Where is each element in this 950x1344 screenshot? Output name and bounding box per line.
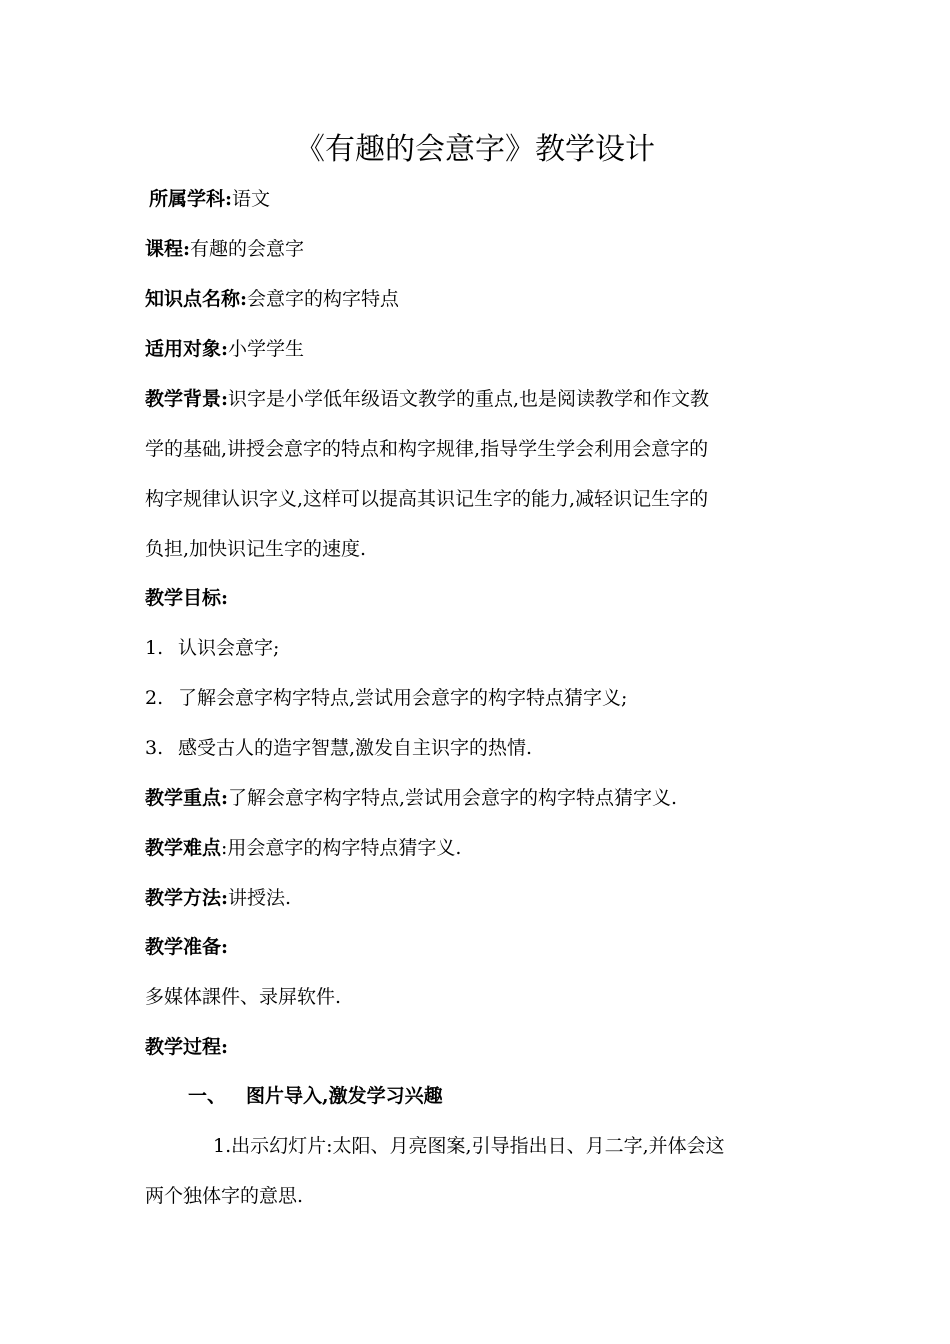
knowledge-line	[145, 285, 399, 313]
objective-text: 感受古人的造字智慧,激发自主识字的热情.	[178, 737, 533, 759]
subject-value: 语文	[232, 188, 271, 210]
audience-line	[145, 335, 304, 363]
method-value: 讲授法.	[228, 887, 292, 909]
background-text-1: 识字是小学低年级语文教学的重点,也是阅读教学和作文教	[228, 388, 710, 410]
difficulties-value: :用会意字的构字特点猜字义.	[221, 837, 462, 859]
method-line	[145, 884, 291, 912]
course-label: 课程:	[145, 238, 191, 260]
preparation-label: 教学准备:	[145, 936, 229, 958]
difficulties-label: 教学难点	[145, 837, 222, 859]
objective-item	[145, 734, 532, 762]
preparation-value: 多媒体課件、录屏软件.	[145, 986, 342, 1008]
objective-number: 2.	[145, 687, 164, 709]
audience-label: 适用对象:	[145, 338, 229, 360]
course-line	[145, 235, 304, 263]
objective-number: 1.	[145, 637, 164, 659]
objective-item	[145, 684, 627, 712]
step-1-line-2: 两个独体字的意思.	[145, 1185, 304, 1207]
objective-text: 认识会意字;	[178, 637, 280, 659]
knowledge-label: 知识点名称:	[145, 288, 248, 310]
audience-value: 小学学生	[228, 338, 305, 360]
background-line-4: 负担,加快识记生字的速度.	[145, 538, 367, 560]
process-label: 教学过程:	[145, 1036, 229, 1058]
difficulties-line	[145, 834, 461, 862]
objective-number: 3.	[145, 737, 164, 759]
subject-label: 所属学科:	[149, 188, 233, 210]
document-title: 《有趣的会意字》教学设计	[295, 132, 655, 167]
course-value: 有趣的会意字	[190, 238, 305, 260]
key-points-line	[145, 784, 677, 812]
section-heading-1	[188, 1082, 443, 1110]
background-line-3: 构字规律认识字义,这样可以提高其识记生字的能力,减轻识记生字的	[145, 488, 709, 510]
objectives-label: 教学目标:	[145, 587, 229, 609]
background-label: 教学背景:	[145, 388, 229, 410]
key-points-label: 教学重点:	[145, 787, 229, 809]
section-number: 一、	[188, 1085, 227, 1107]
key-points-value: 了解会意字构字特点,尝试用会意字的构字特点猜字义.	[228, 787, 678, 809]
step-1-line-1: 1.出示幻灯片:太阳、月亮图案,引导指出日、月二字,并体会这	[213, 1135, 725, 1157]
background-line-2: 学的基础,讲授会意字的特点和构字规律,指导学生学会利用会意字的	[145, 438, 709, 460]
background-line-1	[145, 385, 709, 413]
knowledge-value: 会意字的构字特点	[247, 288, 400, 310]
section-title: 图片导入,激发学习兴趣	[246, 1085, 443, 1107]
objective-item	[145, 634, 279, 662]
objective-text: 了解会意字构字特点,尝试用会意字的构字特点猜字义;	[178, 687, 628, 709]
subject-line	[149, 185, 270, 213]
method-label: 教学方法:	[145, 887, 229, 909]
